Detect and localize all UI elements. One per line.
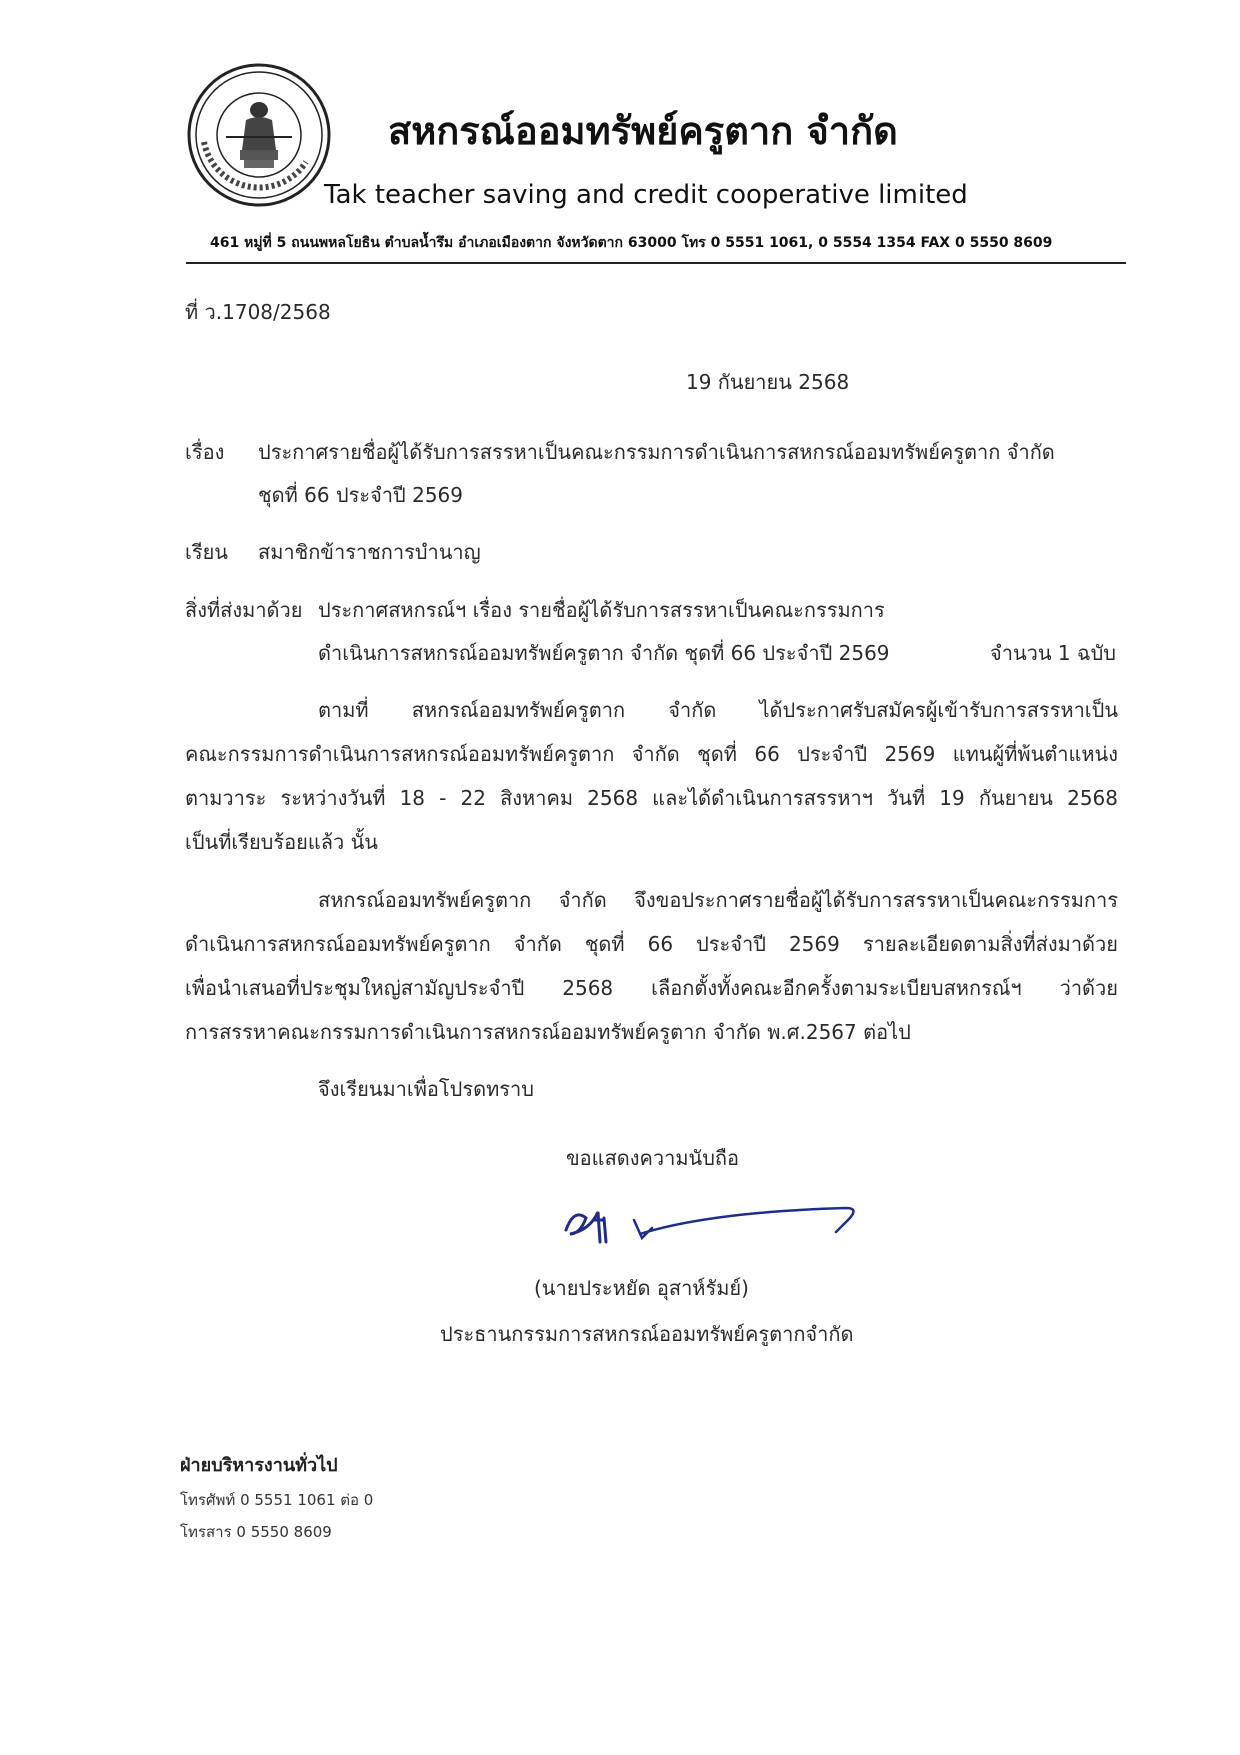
signer-name: (นายประหยัด อุสาห์รัมย์) — [534, 1276, 749, 1300]
org-address: 461 หมู่ที่ 5 ถนนพหลโยธิน ตำบลน้ำรึม อำเภอเมืองตาก จังหวัดตาก 63000 โทร 0 5551 1061, 0 5554 1354 FAX 0 5550 8609 — [210, 235, 1053, 251]
closing-salutation: ขอแสดงความนับถือ — [566, 1146, 740, 1170]
paragraph-1-line-1: ตามที่ สหกรณ์ออมทรัพย์ครูตาก จำกัด ได้ประกาศรับสมัครผู้เข้ารับการสรรหาเป็น — [318, 698, 1118, 722]
paragraph-1-line-2: คณะกรรมการดำเนินการสหกรณ์ออมทรัพย์ครูตาก จำกัด ชุดที่ 66 ประจำปี 2569 แทนผู้ที่พ้นตำแหน่ง — [185, 742, 1118, 766]
header-divider — [186, 262, 1126, 264]
paragraph-2-line-2: ดำเนินการสหกรณ์ออมทรัพย์ครูตาก จำกัด ชุดที่ 66 ประจำปี 2569 รายละเอียดตามสิ่งที่ส่งมาด้วย — [185, 932, 1118, 956]
reference-number: ที่ ว.1708/2568 — [185, 300, 331, 324]
org-name-english: Tak teacher saving and credit cooperative limited — [324, 180, 968, 210]
paragraph-1-line-3: ตามวาระ ระหว่างวันที่ 18 - 22 สิงหาคม 2568 และได้ดำเนินการสรรหาฯ วันที่ 19 กันยายน 2568 — [185, 786, 1118, 810]
footer-phone: โทรศัพท์ 0 5551 1061 ต่อ 0 — [180, 1491, 374, 1509]
enclosure-label: สิ่งที่ส่งมาด้วย — [185, 598, 303, 622]
footer-department: ฝ่ายบริหารงานทั่วไป — [180, 1455, 338, 1476]
enclosure-line-2: ดำเนินการสหกรณ์ออมทรัพย์ครูตาก จำกัด ชุดที่ 66 ประจำปี 2569 — [318, 641, 890, 665]
paragraph-2-line-4: การสรรหาคณะกรรมการดำเนินการสหกรณ์ออมทรัพย์ครูตาก จำกัด พ.ศ.2567 ต่อไป — [185, 1020, 911, 1044]
paragraph-2-line-3: เพื่อนำเสนอที่ประชุมใหญ่สามัญประจำปี 2568 เลือกตั้งทั้งคณะอีกครั้งตามระเบียบสหกรณ์ฯ ว่าด้วย — [185, 976, 1118, 1000]
subject-line-1: ประกาศรายชื่อผู้ได้รับการสรรหาเป็นคณะกรรมการดำเนินการสหกรณ์ออมทรัพย์ครูตาก จำกัด — [258, 440, 1055, 464]
org-name-thai: สหกรณ์ออมทรัพย์ครูตาก จำกัด — [388, 109, 898, 153]
recipient-label: เรียน — [185, 540, 228, 564]
signature-icon — [560, 1190, 860, 1260]
cooperative-seal-icon — [186, 62, 332, 208]
subject-label: เรื่อง — [185, 440, 225, 464]
paragraph-1-line-4: เป็นที่เรียบร้อยแล้ว นั้น — [185, 830, 378, 854]
signer-title: ประธานกรรมการสหกรณ์ออมทรัพย์ครูตากจำกัด — [440, 1322, 854, 1346]
enclosure-line-1: ประกาศสหกรณ์ฯ เรื่อง รายชื่อผู้ได้รับการสรรหาเป็นคณะกรรมการ — [318, 598, 885, 622]
closing-request: จึงเรียนมาเพื่อโปรดทราบ — [318, 1077, 534, 1101]
paragraph-2-line-1: สหกรณ์ออมทรัพย์ครูตาก จำกัด จึงขอประกาศรายชื่อผู้ได้รับการสรรหาเป็นคณะกรรมการ — [318, 888, 1118, 912]
letter-date: 19 กันยายน 2568 — [686, 370, 850, 394]
enclosure-quantity: จำนวน 1 ฉบับ — [990, 641, 1116, 665]
recipient-value: สมาชิกข้าราชการบำนาญ — [258, 540, 481, 564]
footer-fax: โทรสาร 0 5550 8609 — [180, 1523, 332, 1541]
subject-line-2: ชุดที่ 66 ประจำปี 2569 — [258, 483, 463, 507]
